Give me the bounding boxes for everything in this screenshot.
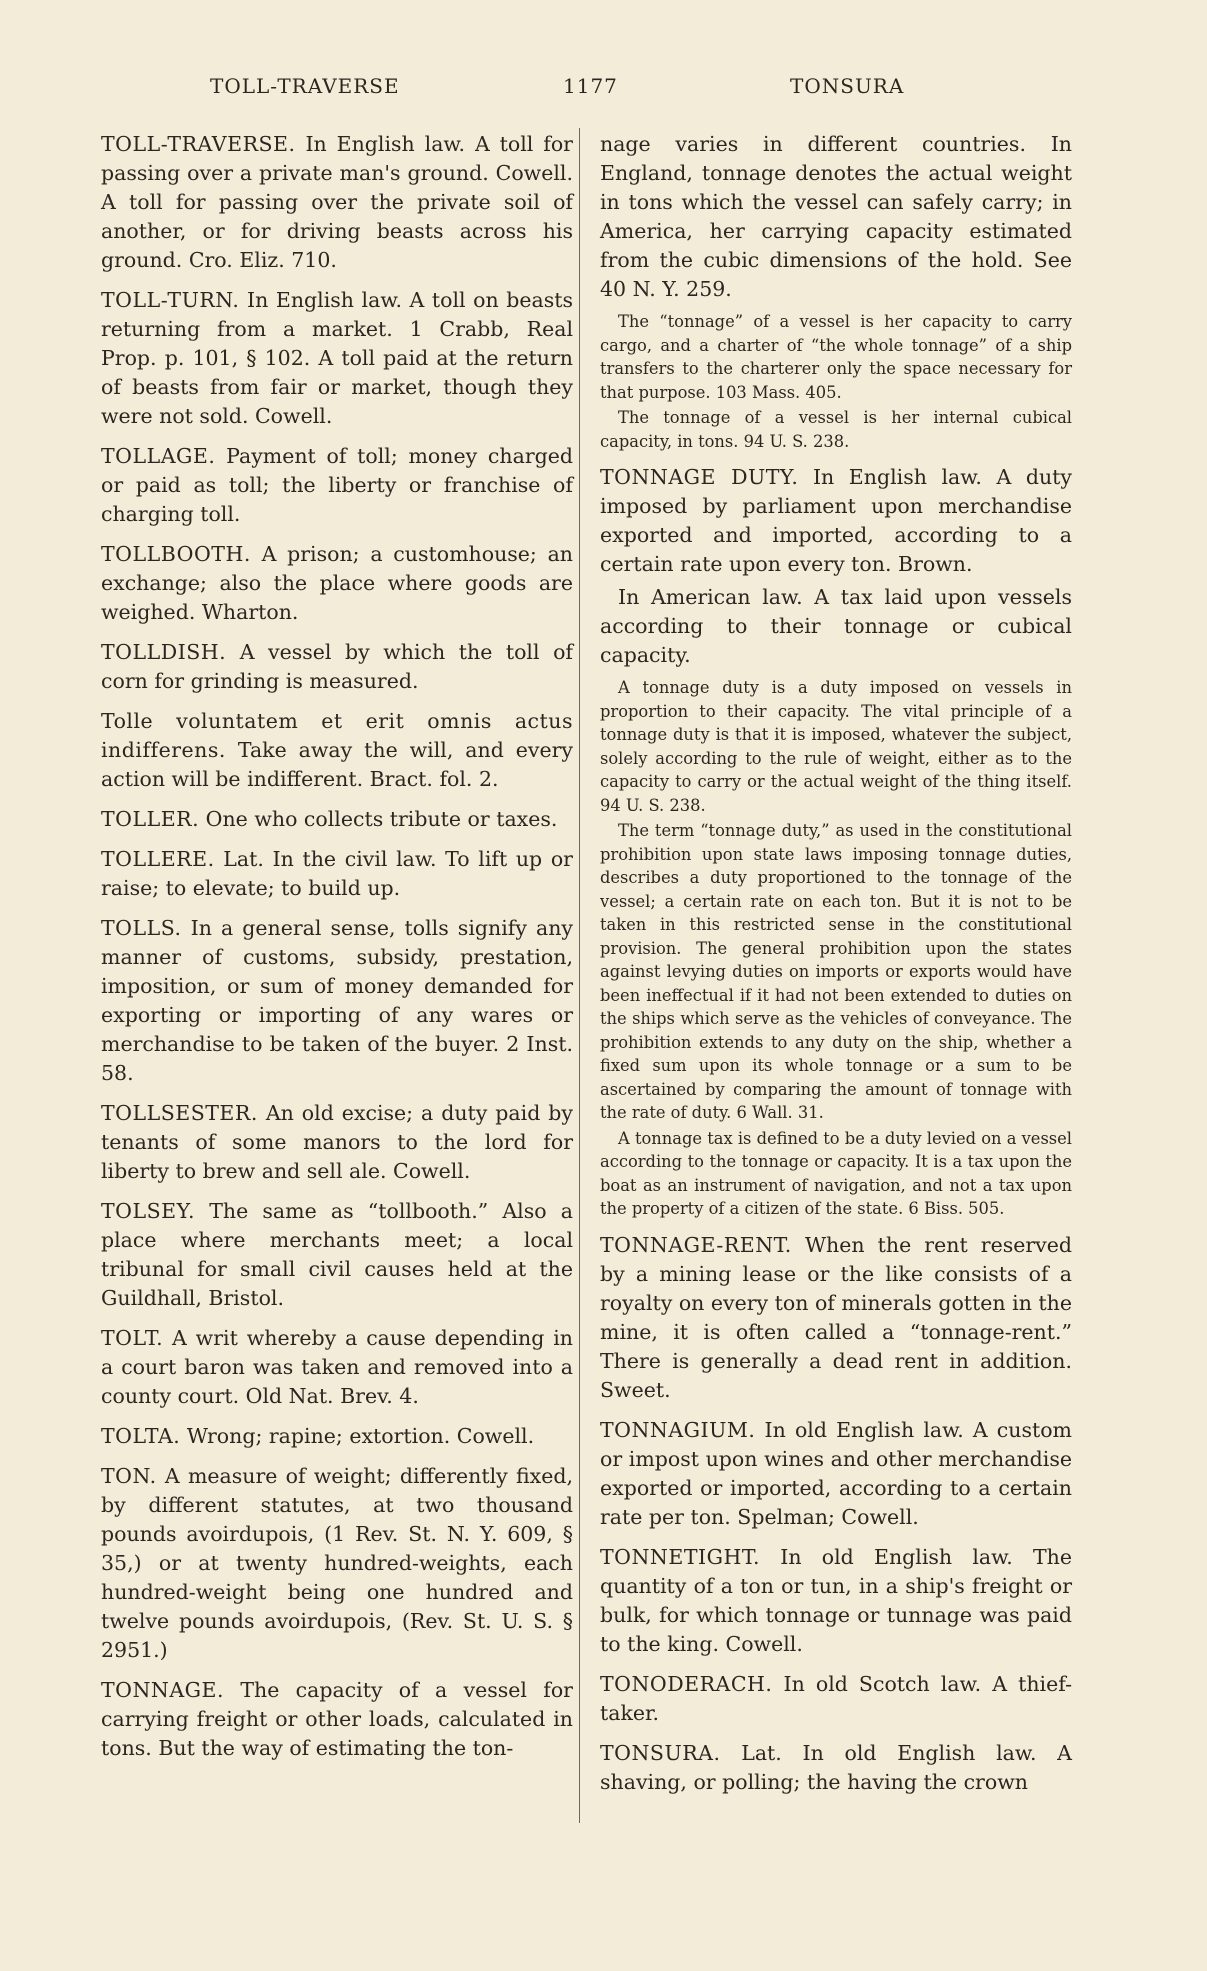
entry-headword: TOLTA. xyxy=(101,1424,181,1448)
page-number: 1177 xyxy=(563,74,618,98)
entry-headword: Tolle voluntatem et erit omnis actus indifferens. xyxy=(101,709,573,762)
entry-text: In old English law. The quantity of a ton or tun, in a ship's freight or bulk, for which tonnage or tunnage was paid to the king. Cowell. xyxy=(600,1544,1072,1656)
entry-text: In old Scotch law. A thief-taker. xyxy=(600,1671,1072,1725)
entry-text: An old excise; a duty paid by tenants of some manors to the lord for liberty to brew and sell ale. Cowell. xyxy=(101,1101,573,1183)
entry-text: Payment of toll; money charged or paid as toll; the liberty or franchise of charging toll. xyxy=(101,444,573,526)
entry-text: A writ whereby a cause depending in a court baron was taken and removed into a county court. Old Nat. Brev. 4. xyxy=(101,1326,573,1408)
entry-text: A measure of weight; differently fixed, by different statutes, at two thousand pounds avoirdupois, (1 Rev. St. N. Y. 609, § 35,) or at twenty hundred-weights, each hundred-weight being one hundred and twelve pounds avoirdupois, (Rev. St. U. S. § 2951.) xyxy=(101,1464,573,1662)
entry-tonnetight xyxy=(600,1543,1072,1659)
entry-headword: TOLL-TRAVERSE. xyxy=(101,132,296,156)
header-last-word: TONSURA xyxy=(790,74,905,98)
entry-headword: TOLSEY. xyxy=(101,1199,196,1223)
entry-tonsura xyxy=(600,1739,1072,1797)
entry-tolls xyxy=(101,914,573,1088)
entry-text: A vessel by which the toll of corn for grinding is measured. xyxy=(101,640,573,693)
entry-headword: TONNETIGHT. xyxy=(600,1544,761,1569)
entry-text: One who collects tribute or taxes. xyxy=(205,807,558,831)
entry-tolt xyxy=(101,1324,573,1411)
entry-toll-traverse xyxy=(101,130,573,275)
entry-headword: TON. xyxy=(101,1464,157,1488)
entry-headword: TOLLERE. xyxy=(101,847,215,871)
entry-headword: TONNAGE-RENT. xyxy=(600,1232,792,1257)
entry-headword: TOLLSESTER. xyxy=(101,1101,258,1125)
entry-headword: TOLT. xyxy=(101,1326,164,1350)
entry-text: Wrong; rapine; extortion. Cowell. xyxy=(186,1424,535,1448)
entry-toll-turn xyxy=(101,286,573,431)
entry-text: The capacity of a vessel for carrying freight or other loads, calculated in tons. But the way of estimating the ton- xyxy=(101,1678,573,1760)
tonnage-duty-note: A tonnage duty is a duty imposed on vessels in proportion to their capacity. The vital principle of a tonnage duty is that it is imposed, whatever the subject, solely according to the rule of weight, either as to the capacity to carry or the actual weight of the thing itself. 94 U. S. 238. xyxy=(600,678,1072,815)
entry-tolsey xyxy=(101,1197,573,1313)
entry-ton xyxy=(101,1462,573,1665)
entry-headword: TOLLAGE. xyxy=(101,444,216,468)
entry-text: In English law. A toll for passing over a private man's ground. Cowell. A toll for passing over the private soil of another, or for driving beasts across his ground. Cro. Eliz. 710. xyxy=(101,132,573,272)
entry-headword: TONNAGE DUTY. xyxy=(600,465,799,489)
left-column xyxy=(101,130,573,1774)
entry-text: In English law. A toll on beasts returning from a market. 1 Crabb, Real Prop. p. 101, § 102. A toll paid at the return of beasts from fair or market, though they were not sold. Cowell. xyxy=(101,288,573,428)
entry-text: Take away the will, and every action will be indifferent. Bract. fol. 2. xyxy=(101,738,573,791)
entry-tonnage-rent xyxy=(600,1231,1072,1405)
entry-text: A prison; a customhouse; an exchange; also the place where goods are weighed. Wharton. xyxy=(101,542,573,624)
entry-text: In English law. A duty imposed by parliament upon merchandise exported and imported, according to a certain rate upon every ton. Brown. xyxy=(600,465,1072,576)
entry-headword: TOLL-TURN. xyxy=(101,288,240,312)
entry-tonoderach xyxy=(600,1670,1072,1728)
tonnage-duty-american: In American law. A tax laid upon vessels according to their tonnage or cubical capacity. xyxy=(600,585,1072,667)
tonnage-note: The “tonnage” of a vessel is her capacity to carry cargo, and a charter of “the whole tonnage” of a ship transfers to the charterer only the space necessary for that purpose. 103 Mass. 405. xyxy=(600,312,1072,402)
tonnage-duty-note: A tonnage tax is defined to be a duty levied on a vessel according to the tonnage or capacity. It is a tax upon the boat as an instrument of navigation, and not a tax upon the property of a citizen of the state. 6 Biss. 505. xyxy=(600,1128,1072,1218)
column-divider xyxy=(579,128,580,1823)
entry-headword: TOLLER. xyxy=(101,807,200,831)
running-head xyxy=(0,74,1207,104)
entry-tolldish xyxy=(101,638,573,696)
entry-tollsester xyxy=(101,1099,573,1186)
right-column xyxy=(600,130,1072,1808)
entry-tolta xyxy=(101,1422,573,1451)
entry-tollage xyxy=(101,442,573,529)
entry-text: When the rent reserved by a mining lease or the like consists of a royalty on every ton of minerals gotten in the mine, it is often called a “tonnage-rent.” There is generally a dead rent in addition. Sweet. xyxy=(600,1232,1072,1402)
entry-tonnagium xyxy=(600,1416,1072,1532)
header-first-word: TOLL-TRAVERSE xyxy=(210,74,400,98)
entry-headword: TONNAGIUM. xyxy=(600,1417,756,1442)
entry-text: The same as “tollbooth.” Also a place where merchants meet; a local tribunal for small civil causes held at the Guildhall, Bristol. xyxy=(101,1199,573,1310)
entry-toller xyxy=(101,805,573,834)
entry-text: Lat. In old English law. A shaving, or polling; the having the crown xyxy=(600,1740,1072,1794)
entry-tollbooth xyxy=(101,540,573,627)
entry-text: In a general sense, tolls signify any manner of customs, subsidy, prestation, imposition, or sum of money demanded for exporting or importing of any wares or merchandise to be taken of the buyer. 2 Inst. 58. xyxy=(101,916,573,1085)
entry-headword: TONSURA. xyxy=(600,1740,721,1765)
entry-tolle-voluntatem xyxy=(101,707,573,794)
tonnage-duty-note: The term “tonnage duty,” as used in the constitutional prohibition upon state laws imposing tonnage duties, describes a duty proportioned to the tonnage of the vessel; a certain rate on each ton. But it is not to be taken in this restricted sense in the constitutional provision. The general prohibition upon the states against levying duties on imports or exports would have been ineffectual if it had not been extended to duties on the ships which serve as the vehicles of conveyance. The prohibition extends to any duty on the ship, whether a fixed sum upon its whole tonnage or a sum to be ascertained by comparing the amount of tonnage with the rate of duty. 6 Wall. 31. xyxy=(600,821,1072,1122)
entry-headword: TONNAGE. xyxy=(101,1678,225,1702)
tonnage-note: The tonnage of a vessel is her internal cubical capacity, in tons. 94 U. S. 238. xyxy=(600,408,1072,451)
entry-tollere xyxy=(101,845,573,903)
entry-text: In old English law. A custom or impost upon wines and other merchandise exported or imported, according to a certain rate per ton. Spelman; Cowell. xyxy=(600,1417,1072,1529)
tonnage-continuation: nage varies in different countries. In England, tonnage denotes the actual weight in tons which the vessel can safely carry; in America, her carrying capacity estimated from the cubic dimensions of the hold. See 40 N. Y. 259. xyxy=(600,132,1072,301)
entry-tonnage xyxy=(101,1676,573,1763)
entry-headword: TONODERACH. xyxy=(600,1671,773,1696)
entry-headword: TOLLDISH. xyxy=(101,640,227,664)
entry-headword: TOLLBOOTH. xyxy=(101,542,251,566)
entry-text: Lat. In the civil law. To lift up or raise; to elevate; to build up. xyxy=(101,847,573,900)
entry-tonnage-duty xyxy=(600,463,1072,579)
entry-headword: TOLLS. xyxy=(101,916,182,940)
